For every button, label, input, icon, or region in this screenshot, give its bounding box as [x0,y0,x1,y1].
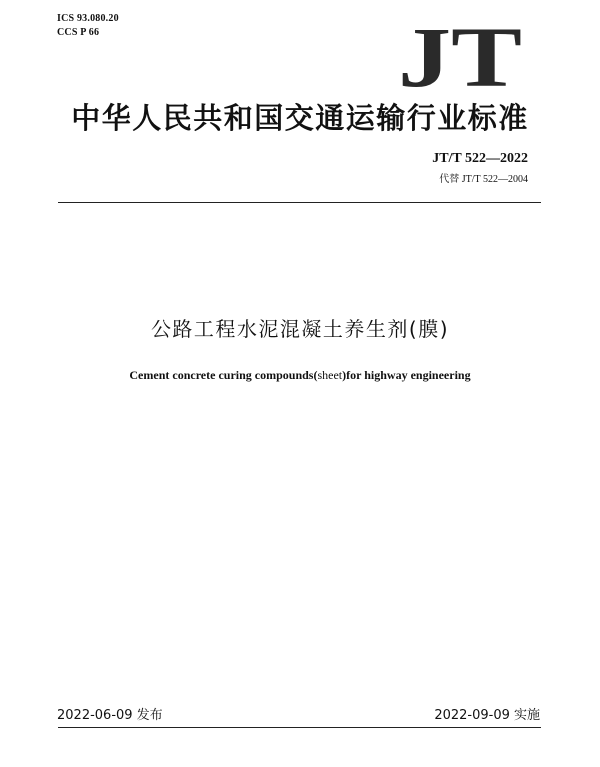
classification-block [57,12,119,40]
standard-category-title: 中华人民共和国交通运输行业标准 [71,101,529,135]
top-divider [58,202,541,203]
document-title-cn: 公路工程水泥混凝土养生剂(膜) [150,317,450,341]
document-title-en-sheet: sheet [317,368,343,382]
jt-logo-text: JT [398,20,522,92]
bottom-divider [58,727,541,728]
document-title-en-part2: )for highway engineering [342,368,471,382]
replaces-note: 代替 JT/T 522—2004 [439,174,528,185]
ccs-code: CCS P 66 [57,27,100,38]
issue-date: 2022-06-09 发布 [57,708,163,723]
document-title-en [0,368,600,383]
standard-code: JT/T 522—2022 [432,151,528,166]
document-title-en-part1: Cement concrete curing compounds( [129,368,318,382]
ics-code: ICS 93.080.20 [57,13,119,24]
jt-logo [395,20,525,92]
implementation-date: 2022-09-09 实施 [434,708,540,723]
